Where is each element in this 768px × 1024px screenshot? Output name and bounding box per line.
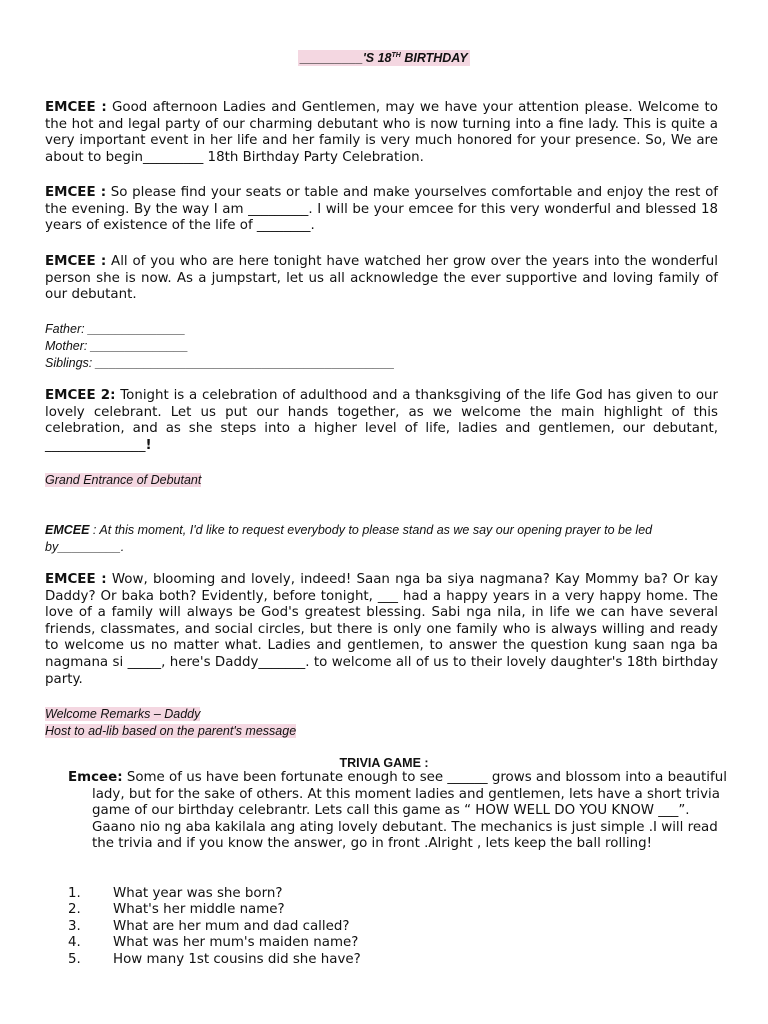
host-adlib-text: Host to ad-lib based on the parent's message	[45, 723, 297, 738]
paragraph-text: Wow, blooming and lovely, indeed! Saan nga ba siya nagmana? Kay Mommy ba? Or kay Daddy? Or baka both? Evidently, before tonight, ___ had a happy years in a very happy home. The love of a family will always be God's greatest blessing. Sabi nga nila, in life we can have several friends, classmates, and social circles, but there is only one family who is always willing and ready to welcome us no matter what. Ladies and gentlemen, to answer the question kung saan nga ba nagmana si _____, here's Daddy_______. to welcome all of us to their lovely daughter's 18th birthday party.	[45, 572, 718, 687]
emcee-seats-paragraph	[45, 185, 718, 235]
prayer-paragraph	[45, 522, 720, 556]
title-end: BIRTHDAY	[400, 51, 468, 65]
paragraph-text: Good afternoon Ladies and Gentlemen, may we have your attention please. Welcome to the hot and legal party of our charming debutant who is now turning into a fine lady. This is quite a very important event in her life and her family is very much honored for your presence. So, We are about to begin_________ 18th Birthday Party Celebration.	[45, 100, 718, 165]
title-highlight	[298, 50, 470, 66]
family-list	[45, 321, 395, 371]
trivia-title: TRIVIA GAME :	[339, 756, 429, 770]
question-number: 2.	[68, 902, 81, 918]
exclamation: !	[145, 437, 152, 453]
emcee2-label: EMCEE 2:	[45, 388, 116, 403]
mother-line: Mother: ______________	[45, 338, 189, 353]
question-text: What year was she born?	[113, 886, 283, 901]
title-suffix: 'S 18	[362, 51, 392, 65]
emcee-label: EMCEE :	[45, 572, 107, 587]
welcome-remarks-text: Welcome Remarks – Daddy	[45, 707, 201, 721]
document-title	[0, 51, 768, 65]
list-item	[68, 886, 361, 902]
title-superscript: TH	[391, 52, 401, 59]
list-item	[68, 919, 361, 935]
emcee-label: EMCEE :	[45, 100, 107, 115]
paragraph-text: Tonight is a celebration of adulthood and a thanksgiving of the life God has given to our lovely celebrant. Let us put our hands together, as we welcome the main highlight of this celebration, and as she steps into a higher level of life, ladies and gentlemen, our debutant, _______________	[45, 388, 718, 453]
question-number: 3.	[68, 918, 81, 934]
trivia-question-list	[68, 886, 361, 968]
paragraph-text: So please find your seats or table and make yourselves comfortable and enjoy the rest of the evening. By the way I am _________. I will be your emcee for this very wonderful and blessed 18 years of existence of the life of ________.	[45, 185, 718, 234]
prayer-text: : At this moment, I'd like to request everybody to please stand as we say our opening prayer to be led by_________.	[45, 523, 653, 554]
question-text: What are her mum and dad called?	[113, 918, 350, 934]
list-item	[68, 952, 361, 968]
list-item	[68, 902, 361, 918]
emcee-label: Emcee:	[68, 770, 123, 785]
paragraph-text: All of you who are here tonight have watched her grow over the years into the wonderful person she is now. As a jumpstart, let us all acknowledge the ever supportive and loving family of our debutant.	[45, 254, 718, 303]
emcee-wow-paragraph	[45, 572, 718, 688]
list-item	[68, 935, 361, 951]
emcee-family-paragraph	[45, 254, 718, 304]
question-number: 4.	[68, 935, 81, 951]
question-number: 5.	[68, 951, 81, 967]
question-text: How many 1st cousins did she have?	[113, 951, 361, 967]
question-number: 1.	[68, 886, 81, 901]
trivia-paragraph	[68, 770, 737, 853]
emcee-label: EMCEE :	[45, 254, 107, 269]
father-line: Father: ______________	[45, 322, 186, 336]
emcee2-paragraph	[45, 388, 718, 454]
trivia-text: Some of us have been fortunate enough to see ______ grows and blossom into a beautiful lady, but for the sake of others. At this moment ladies and gentlemen, lets have a short trivia game of our birthday celebrantr. Lets call this game as “ HOW WELL DO YOU KNOW ___”. Gaano nio ng aba kakilala ang ating lovely debutant. The mechanics is just simple .I will read the trivia and if you know the answer, go in front .Alright , lets keep the ball rolling!	[92, 770, 727, 852]
emcee-label: EMCEE	[45, 523, 90, 537]
emcee-label: EMCEE :	[45, 185, 107, 200]
question-text: What's her middle name?	[113, 902, 285, 918]
welcome-remarks-cue	[45, 706, 296, 739]
emcee-welcome-paragraph	[45, 100, 718, 166]
siblings-line: Siblings: ___________________________________________	[45, 355, 395, 370]
question-text: What was her mum's maiden name?	[113, 935, 359, 951]
grand-entrance-cue	[45, 472, 201, 489]
grand-entrance-text: Grand Entrance of Debutant	[45, 473, 202, 487]
title-blank: _________	[300, 51, 363, 65]
